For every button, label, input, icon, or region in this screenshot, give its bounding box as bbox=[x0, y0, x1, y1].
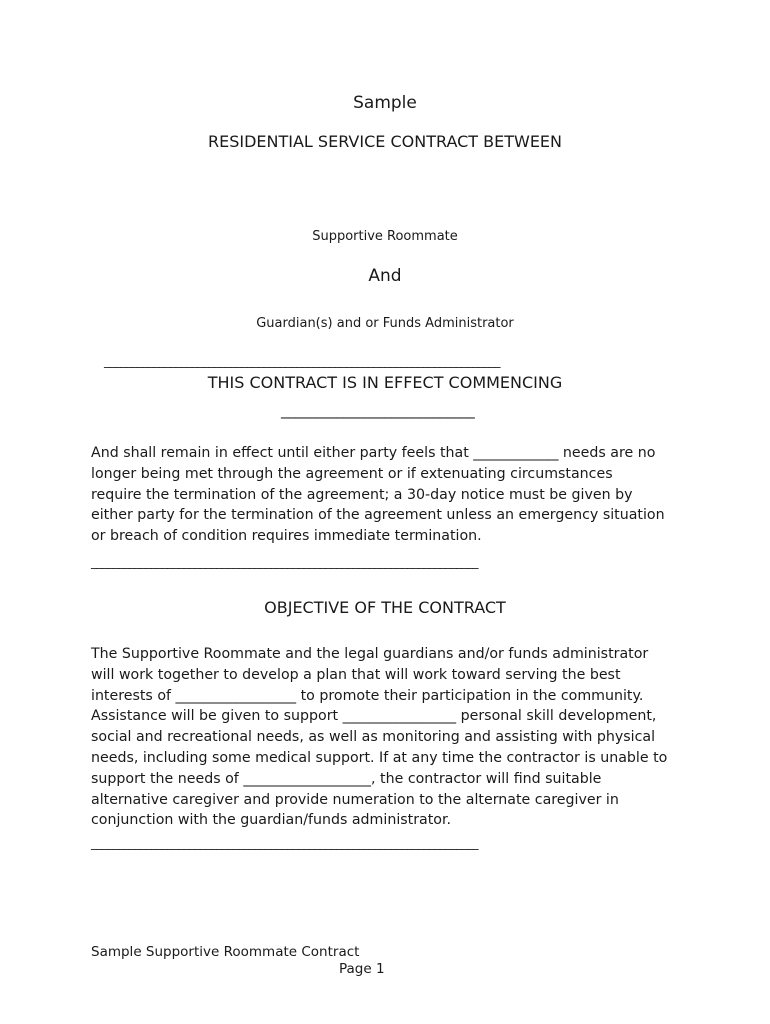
paragraph-line: needs, including some medical support. If at any time the contractor is unable to bbox=[91, 749, 668, 766]
paragraph-line: support the needs of __________________, the contractor will find suitable bbox=[91, 770, 602, 787]
paragraph-line: Assistance will be given to support ________________ personal skill development, bbox=[91, 708, 657, 725]
contract-title: RESIDENTIAL SERVICE CONTRACT BETWEEN bbox=[207, 132, 562, 151]
signature-rule-line: ________________________________________________________________________ bbox=[104, 354, 500, 368]
section-divider-line: _______________________________________________________________________ bbox=[91, 836, 478, 850]
paragraph-line: conjunction with the guardian/funds administrator. bbox=[91, 812, 452, 829]
section-divider-line: _______________________________________________________________________ bbox=[91, 555, 478, 569]
footer-page-number: Page 1 bbox=[339, 961, 385, 977]
paragraph-line: alternative caregiver and provide numeration to the alternate caregiver in bbox=[91, 791, 619, 808]
sample-label: Sample bbox=[353, 93, 417, 113]
paragraph-line: longer being met through the agreement or if extenuating circumstances bbox=[91, 465, 613, 482]
objective-paragraph bbox=[91, 644, 711, 831]
effect-heading: THIS CONTRACT IS IN EFFECT COMMENCING bbox=[207, 373, 563, 392]
paragraph-line: will work together to develop a plan that will work toward serving the best bbox=[91, 666, 621, 683]
paragraph-line: interests of _________________ to promote their participation in the community. bbox=[91, 687, 644, 704]
paragraph-line: either party for the termination of the agreement unless an emergency situation bbox=[91, 507, 665, 524]
conjunction-and: And bbox=[368, 266, 402, 286]
paragraph-line: require the termination of the agreement; a 30-day notice must be given by bbox=[91, 486, 633, 503]
effect-paragraph bbox=[91, 443, 711, 547]
party-two-name: Guardian(s) and or Funds Administrator bbox=[256, 316, 514, 331]
paragraph-line: social and recreational needs, as well as monitoring and assisting with physical bbox=[91, 729, 656, 746]
objective-heading: OBJECTIVE OF THE CONTRACT bbox=[264, 598, 506, 617]
paragraph-line: or breach of condition requires immediate termination. bbox=[91, 528, 482, 545]
footer-document-name: Sample Supportive Roommate Contract bbox=[91, 944, 360, 960]
commencing-date-blank: ____________________________ bbox=[281, 401, 475, 419]
party-one-name: Supportive Roommate bbox=[312, 229, 458, 244]
paragraph-line: And shall remain in effect until either party feels that ____________ needs are no bbox=[91, 445, 656, 461]
paragraph-line: The Supportive Roommate and the legal guardians and/or funds administrator bbox=[91, 646, 649, 662]
